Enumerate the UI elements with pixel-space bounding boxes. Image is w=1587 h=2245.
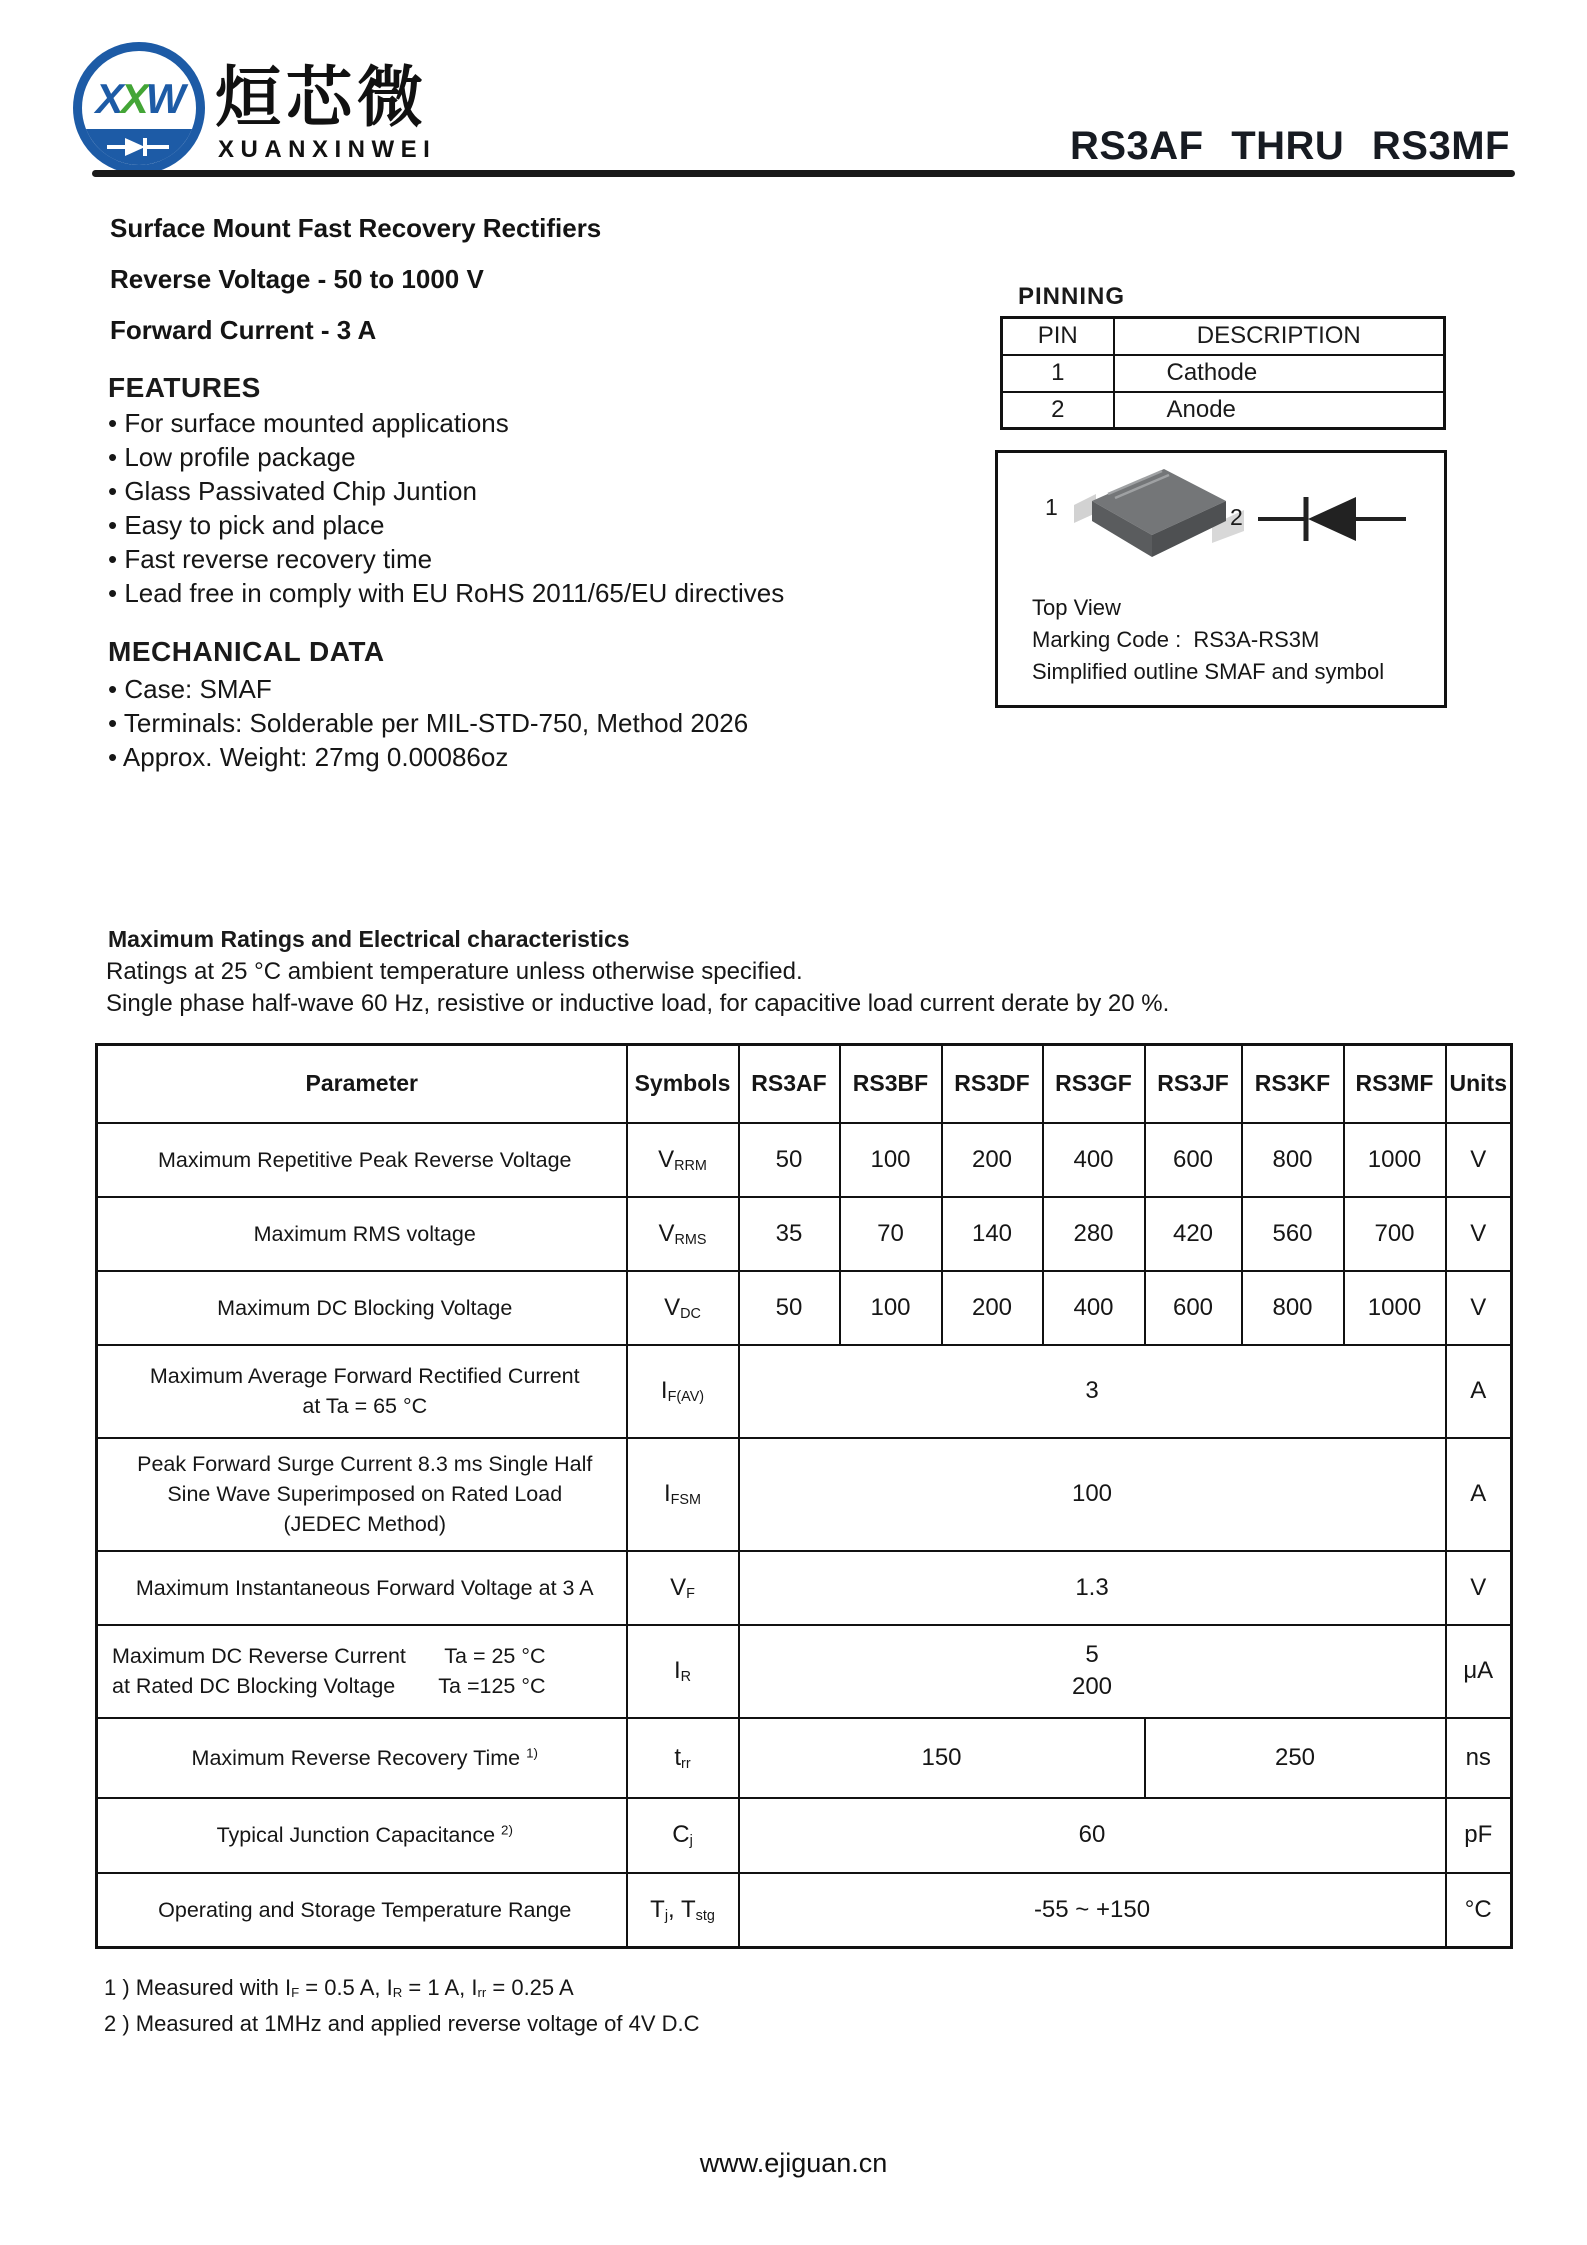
param-vf: Maximum Instantaneous Forward Voltage at 3 A <box>97 1551 627 1625</box>
logo-letter: X <box>95 75 121 122</box>
pinning-heading: PINNING <box>1018 283 1126 310</box>
footnote-text: = 0.25 A <box>486 1975 574 2000</box>
param-line <box>112 1671 618 1701</box>
ratings-table <box>95 1043 1513 1949</box>
value-cell: 700 <box>1344 1197 1446 1271</box>
symbol-main: T <box>650 1895 665 1923</box>
pin-number: 1 <box>1002 355 1114 392</box>
pin-description: Cathode <box>1114 355 1445 392</box>
table-row-vdc <box>97 1271 1512 1345</box>
footnote-2: 2 ) Measured at 1MHz and applied reverse voltage of 4V D.C <box>104 2011 700 2036</box>
header-divider <box>92 170 1515 177</box>
package-top-view <box>1064 461 1254 571</box>
symbol-ifsm <box>627 1438 739 1551</box>
symbol-main: I <box>663 1480 671 1507</box>
value-cell-merged <box>739 1625 1446 1718</box>
symbol-ifav <box>627 1345 739 1438</box>
value-cell: 140 <box>942 1197 1043 1271</box>
symbol-vdc <box>627 1271 739 1345</box>
param-text: at Rated DC Blocking Voltage <box>112 1674 396 1698</box>
unit-cell: °C <box>1446 1873 1512 1948</box>
value-cell: 420 <box>1145 1197 1242 1271</box>
table-row-vrrm <box>97 1123 1512 1197</box>
diode-symbol-icon <box>1256 491 1408 547</box>
footnote-sub: R <box>392 1984 403 2000</box>
param-vrrm: Maximum Repetitive Peak Reverse Voltage <box>97 1123 627 1197</box>
symbol-vf <box>627 1551 739 1625</box>
value-cell: 35 <box>739 1197 840 1271</box>
summary-line-3: Forward Current - 3 A <box>110 315 377 345</box>
symbol-sub: F <box>686 1585 695 1602</box>
feature-item: • For surface mounted applications <box>108 406 784 440</box>
param-temp: Operating and Storage Temperature Range <box>97 1873 627 1948</box>
value-cell: 200 <box>942 1271 1043 1345</box>
description-header-cell: DESCRIPTION <box>1114 318 1445 355</box>
param-cj <box>97 1798 627 1873</box>
value-cell: 1000 <box>1344 1271 1446 1345</box>
symbol-cj <box>627 1798 739 1873</box>
unit-cell: ns <box>1446 1718 1512 1798</box>
logo-monogram <box>82 75 196 123</box>
package-caption-marking-code: Marking Code : RS3A-RS3M <box>1032 627 1320 652</box>
value-cell: 50 <box>739 1271 840 1345</box>
value-cell: 400 <box>1043 1123 1145 1197</box>
table-row-cj <box>97 1798 1512 1873</box>
symbol-vrms <box>627 1197 739 1271</box>
company-name-chinese: 烜芯微 <box>215 60 428 134</box>
col-header-rs3df: RS3DF <box>942 1045 1043 1123</box>
value-cell-merged: 100 <box>739 1438 1446 1551</box>
value-cell: 600 <box>1145 1271 1242 1345</box>
param-text: Maximum DC Reverse Current <box>112 1644 406 1668</box>
param-ifsm <box>97 1438 627 1551</box>
symbol-main: I <box>660 1377 668 1404</box>
symbol-sub: RMS <box>674 1231 707 1248</box>
symbol-main: T <box>680 1895 696 1923</box>
value-line: 5 <box>1085 1641 1099 1668</box>
param-ifav <box>97 1345 627 1438</box>
value-cell: 400 <box>1043 1271 1145 1345</box>
diode-icon <box>107 135 171 159</box>
col-header-rs3kf: RS3KF <box>1242 1045 1344 1123</box>
logo-letter: X <box>120 75 146 122</box>
unit-cell: μA <box>1446 1625 1512 1718</box>
symbol-vrrm <box>627 1123 739 1197</box>
company-name-latin: XUANXINWEI <box>218 136 437 163</box>
company-logo <box>73 42 205 174</box>
param-text: Maximum Reverse Recovery Time <box>191 1745 527 1770</box>
pin1-label: 1 <box>1045 494 1058 520</box>
feature-item: • Easy to pick and place <box>108 508 784 542</box>
param-line: (JEDEC Method) <box>283 1512 446 1536</box>
table-row-ifav <box>97 1345 1512 1438</box>
unit-cell: V <box>1446 1197 1512 1271</box>
symbol-sub: F(AV) <box>667 1389 705 1406</box>
value-cell-merged: -55 ~ +150 <box>739 1873 1446 1948</box>
symbol-temp <box>627 1873 739 1948</box>
value-cell-merged: 250 <box>1145 1718 1446 1798</box>
package-outline-box <box>995 450 1447 708</box>
pin2-label: 2 <box>1230 504 1243 530</box>
table-row-vrms <box>97 1197 1512 1271</box>
symbol-sub: RRM <box>674 1157 707 1174</box>
unit-cell: pF <box>1446 1798 1512 1873</box>
footnote-1 <box>104 1975 574 2001</box>
param-line: Sine Wave Superimposed on Rated Load <box>167 1482 563 1506</box>
symbol-sub: j <box>664 1907 669 1924</box>
feature-item: • Fast reverse recovery time <box>108 542 784 576</box>
col-header-rs3bf: RS3BF <box>840 1045 942 1123</box>
features-list <box>108 406 784 610</box>
col-header-rs3mf: RS3MF <box>1344 1045 1446 1123</box>
value-cell: 280 <box>1043 1197 1145 1271</box>
value-cell: 800 <box>1242 1271 1344 1345</box>
footnote-sub: rr <box>477 1984 487 2000</box>
footnote-ref: 2) <box>501 1822 513 1838</box>
summary-line-2: Reverse Voltage - 50 to 1000 V <box>110 264 484 294</box>
page-title: RS3AF THRU RS3MF <box>1069 124 1510 168</box>
param-ir <box>97 1625 627 1718</box>
unit-cell: A <box>1446 1438 1512 1551</box>
col-header-symbols: Symbols <box>627 1045 739 1123</box>
symbol-trr <box>627 1718 739 1798</box>
symbol-sub: R <box>680 1669 692 1686</box>
footnote-sub: F <box>291 1984 300 2000</box>
value-cell: 100 <box>840 1123 942 1197</box>
value-cell: 600 <box>1145 1123 1242 1197</box>
value-cell-merged: 1.3 <box>739 1551 1446 1625</box>
feature-item: • Lead free in comply with EU RoHS 2011/65/EU directives <box>108 576 784 610</box>
col-header-units: Units <box>1446 1045 1512 1123</box>
footnote-text: = 1 A, I <box>402 1975 478 2000</box>
mechanical-item: • Case: SMAF <box>108 672 748 706</box>
unit-cell: V <box>1446 1551 1512 1625</box>
summary-line-1: Surface Mount Fast Recovery Rectifiers <box>110 213 602 243</box>
symbol-main: I <box>673 1657 681 1684</box>
pin-description: Anode <box>1114 392 1445 429</box>
pinning-header-row <box>1002 318 1445 355</box>
condition-text: Ta =125 °C <box>438 1674 546 1698</box>
package-caption-top-view: Top View <box>1032 595 1121 620</box>
pin-number: 2 <box>1002 392 1114 429</box>
value-cell-merged: 150 <box>739 1718 1145 1798</box>
param-trr <box>97 1718 627 1798</box>
param-line: Maximum Average Forward Rectified Current <box>149 1364 580 1388</box>
value-cell: 800 <box>1242 1123 1344 1197</box>
table-row-vf <box>97 1551 1512 1625</box>
symbol-separator: , <box>668 1895 681 1923</box>
ratings-note-2: Single phase half-wave 60 Hz, resistive or inductive load, for capacitive load current derate by 20 %. <box>106 990 1170 1017</box>
footer-url: www.ejiguan.cn <box>699 2148 888 2178</box>
feature-item: • Low profile package <box>108 440 784 474</box>
table-row-temp <box>97 1873 1512 1948</box>
value-line: 200 <box>1071 1673 1113 1700</box>
value-cell: 560 <box>1242 1197 1344 1271</box>
pin-header-cell: PIN <box>1002 318 1114 355</box>
symbol-sub: FSM <box>670 1492 702 1509</box>
param-vdc: Maximum DC Blocking Voltage <box>97 1271 627 1345</box>
pinning-table <box>1000 316 1446 430</box>
symbol-main: C <box>672 1821 690 1848</box>
value-cell: 1000 <box>1344 1123 1446 1197</box>
footnote-text: = 0.5 A, I <box>299 1975 393 2000</box>
ratings-heading: Maximum Ratings and Electrical characteristics <box>108 926 630 952</box>
param-text: Typical Junction Capacitance <box>216 1823 502 1847</box>
symbol-main: V <box>670 1573 687 1601</box>
mechanical-list <box>108 672 748 774</box>
param-line <box>112 1641 618 1671</box>
features-heading: FEATURES <box>108 372 261 403</box>
pinning-row <box>1002 355 1445 392</box>
param-line: at Ta = 65 °C <box>302 1394 428 1418</box>
value-cell: 200 <box>942 1123 1043 1197</box>
ratings-note-1: Ratings at 25 °C ambient temperature unless otherwise specified. <box>106 958 803 985</box>
col-header-parameter: Parameter <box>97 1045 627 1123</box>
table-header-row <box>97 1045 1512 1123</box>
col-header-rs3gf: RS3GF <box>1043 1045 1145 1123</box>
package-caption-outline: Simplified outline SMAF and symbol <box>1032 659 1385 684</box>
table-row-ifsm <box>97 1438 1512 1551</box>
footnote-text: 1 ) Measured with I <box>104 1975 292 2000</box>
pinning-row <box>1002 392 1445 429</box>
symbol-main: V <box>664 1293 681 1321</box>
footnote-ref: 1) <box>526 1745 538 1761</box>
table-row-trr <box>97 1718 1512 1798</box>
value-cell: 100 <box>840 1271 942 1345</box>
value-cell-merged: 3 <box>739 1345 1446 1438</box>
symbol-sub: stg <box>695 1907 715 1924</box>
mechanical-item: • Terminals: Solderable per MIL-STD-750, Method 2026 <box>108 706 748 740</box>
table-row-ir <box>97 1625 1512 1718</box>
symbol-sub: j <box>689 1833 693 1850</box>
value-cell-merged: 60 <box>739 1798 1446 1873</box>
param-line: Peak Forward Surge Current 8.3 ms Single Half <box>137 1452 593 1476</box>
unit-cell: V <box>1446 1123 1512 1197</box>
symbol-main: V <box>658 1145 675 1173</box>
feature-item: • Glass Passivated Chip Juntion <box>108 474 784 508</box>
mechanical-heading: MECHANICAL DATA <box>108 636 385 667</box>
symbol-main: V <box>658 1219 675 1247</box>
symbol-sub: rr <box>681 1755 691 1772</box>
symbol-sub: DC <box>680 1305 701 1322</box>
unit-cell: V <box>1446 1271 1512 1345</box>
symbol-ir <box>627 1625 739 1718</box>
col-header-rs3jf: RS3JF <box>1145 1045 1242 1123</box>
logo-diode-band <box>82 129 196 165</box>
param-vrms: Maximum RMS voltage <box>97 1197 627 1271</box>
value-cell: 50 <box>739 1123 840 1197</box>
logo-letter: W <box>145 75 183 122</box>
unit-cell: A <box>1446 1345 1512 1438</box>
mechanical-item: • Approx. Weight: 27mg 0.00086oz <box>108 740 748 774</box>
col-header-rs3af: RS3AF <box>739 1045 840 1123</box>
symbol-main: t <box>674 1743 682 1771</box>
value-cell: 70 <box>840 1197 942 1271</box>
condition-text: Ta = 25 °C <box>444 1644 546 1668</box>
